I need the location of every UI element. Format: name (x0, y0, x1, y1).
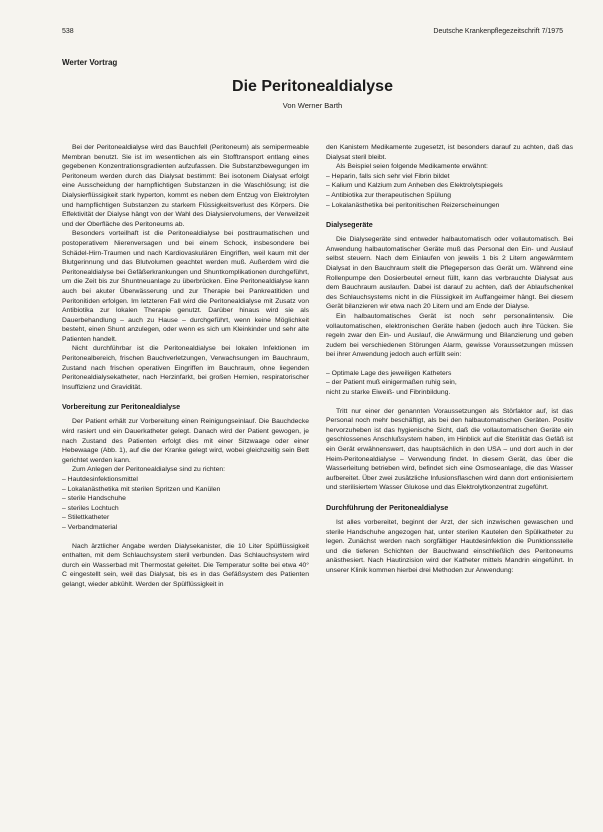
section-heading: Vorbereitung zur Peritonealdialyse (62, 402, 181, 412)
paragraph: Zum Anlegen der Peritonealdialyse sind zu richten: (72, 466, 226, 474)
list-item: – Antibiotika zur therapeutischen Spülung (326, 191, 452, 199)
list-item: – steriles Lochtuch (62, 504, 119, 512)
paragraph: Ist alles vorbereitet, beginnt der Arzt, der sich inzwischen gewaschen und sterile Handschuhe angezogen hat, unter sterilen Kautelen den Spülkatheter zu legen. Zunächst werden nach sorgfältiger Hautdesinfektion die Punktionsstelle und die tieferen Schichten der Bauchwand einschließlich des Peritoneums anästhesiert. Nach Hautinzision wird der Katheter mittels Mandrin eingeführt. In unserer Klinik kommen hierbei drei Methoden zur Anwendung: (326, 519, 573, 574)
list-item: – Optimale Lage des jeweiligen Katheters (326, 369, 452, 377)
article-title: Die Peritonealdialyse (232, 78, 393, 95)
list-item: – Kalium und Kalzium zum Anheben des Elektrolytspiegels (326, 182, 503, 190)
list-item: – Lokalanästhetika bei peritonitischen Reizerscheinungen (326, 201, 500, 209)
list-item: – Stilettkatheter (62, 514, 110, 522)
paragraph: den Kanistern Medikamente zugesetzt, ist besonders darauf zu achten, daß das Dialysat steril bleibt. (326, 144, 573, 161)
running-header: Deutsche Krankenpflegezeitschrift 7/1975 (433, 28, 563, 35)
list-item: – Heparin, falls sich sehr viel Fibrin bildet (326, 172, 450, 180)
paragraph: Bei der Peritonealdialyse wird das Bauchfell (Peritoneum) als semipermeable Membran benutzt. Sie ist im wesentlichen als ein Stofftransport entlang eines gegebenen Konzentrationsgradienten aufzufassen. Die Substanzbewegungen im Peritoneum werden durch das Dialysat bestimmt: Bei isotonem Dialysat erfolgt eine Ausscheidung der harnpflichtigen Substanzen in die Waschlösung; ist die Dialysierflüssigkeit stark hyperton, kommt es neben dem Entzug von Elektrolyten und harnpflichtigen Substanzen zu starkem Flüssigkeitsverlust des Körpers. Die Effektivität der Dialyse hängt von der Wahl des Dialysiervolumens, der Verweilzeit und der Oberfläche des Peritoneums ab. (62, 144, 309, 228)
paragraph: Nach ärztlicher Angabe werden Dialysekanister, die 10 Liter Spülflüssigkeit enthalten, mit dem Schlauchsystem steril verbunden. Das Schlauchsystem wird durch ein Wasserbad mit Thermostat geleitet. Die Temperatur sollte bei etwa 40° C eingestellt sein, weil das Dialysat, bis es in das Gefäßsystem des Patienten gelangt, wieder abkühlt. Werden der Spülflüssigkeit in (62, 542, 309, 588)
list-item: – Verbandmaterial (62, 523, 118, 531)
section-heading: Dialysegeräte (326, 220, 373, 230)
paragraph: Tritt nur einer der genannten Voraussetzungen als Störfaktor auf, ist das Personal noch mehr beschäftigt, als bei den halbautomatischen Geräten. Positiv hervorzuheben ist das hygienische Sicht, daß die vollautomatischen Geräte ein geschlossenes Anschlußsystem haben, im Hinblick auf die Sterilität das Gefäß ist ein Gerät erwähnenswert, das hauptsächlich in den USA – und dort auch in der Heim-Peritonealdialyse – Verwendung findet. In diesem Gerät, das über die Wasserleitung betrieben wird, befindet sich eine Osmoseanlage, die das Wasser aufbereitet. Über zwei zusätzliche Infusionsflaschen wird dann dort entionisiertem und sterilisiertem Wasser Glukose und das Elektrolytkonzentrat zugeführt. (326, 407, 573, 492)
list-item: – der Patient muß einigermaßen ruhig sein, (326, 379, 457, 387)
equipment-list (62, 475, 309, 533)
paragraph: Der Patient erhält zur Vorbereitung einen Reinigungseinlauf. Die Bauchdecke wird rasiert und ein Dauerkatheter gelegt. Danach wird der Patient gewogen, je nach Zustand des Patienten erfolgt dies mit einer Sitzwaage oder einer Hebewaage (Abb. 1), auf die der Kranke gelegt wird, wobei gleichzeitig sein Bett gerichtet werden kann. (62, 418, 309, 464)
paragraph: Ein halbautomatisches Gerät ist noch sehr personalintensiv. Die vollautomatischen, elektronischen Geräte haben (jedoch auch ihre Tücken. Sie regeln zwar den Ein- und Auslauf, die Anwärmung und Bilanzierung und geben zudem bei verschiedenen Störungen Alarm, gewisse Voraussetzungen müssen bei ihrer Anwendung jedoch auch erfüllt sein: (326, 312, 573, 359)
list-item: – Hautdesinfektionsmittel (62, 476, 138, 483)
right-column (326, 143, 573, 576)
paragraph: Als Beispiel seien folgende Medikamente erwähnt: (336, 163, 488, 171)
left-column (62, 143, 309, 590)
medication-list (326, 172, 573, 210)
list-item: – Lokalanästhetika mit sterilen Spritzen und Kanülen (62, 485, 221, 493)
paragraph: Die Dialysegeräte sind entweder halbautomatisch oder vollautomatisch. Bei Anwendung halbautomatischer Geräte muß das Personal den Ein- und Auslauf selbst steuern. Nach dem Einlaufen von jeweils 1 bis 2 Litern angewärmtem Dialysat in den Bauchraum stellt die Pflegeperson das Gerät um. Während eine Rollenpumpe den Dosierbeutel erneut füllt, kann das verbrauchte Dialysat aus dem Bauchraum auslaufen. Dabei ist darauf zu achten, daß der Ablaufschenkel des Schlauchsystems nicht in die Flüssigkeit im Auffangeimer hängt. Bei diesem Gerät bilanzieren wir etwa nach 20 Litern und am Ende der Dialyse. (326, 236, 573, 311)
section-kicker: Werter Vortrag (62, 58, 118, 67)
paragraph: Besonders vorteilhaft ist die Peritonealdialyse bei posttraumatischen und postoperativem Nierenversagen und bei einem Schock, insbesondere bei Schädel-Hirn-Traumen und nach Kardiovaskulären Eingriffen, weil kaum mit der Blutgerinnung und das Blutvolumen geachtet werden muß. Außerdem wird die Peritonealdialyse bei Gefäßerkrankungen und Shuntkomplikationen durchgeführt, um die Zeit bis zur Shuntneuanlage zu überbrücken. Eine Peritonealdialyse kann auch bei akuter Überwässerung und zur Therapie bei Pankreatitiden und Peritonitiden erfolgen. Im letzteren Fall wird die Peritonealdialyse mit Zusatz von Antibiotika zur lokalen Therapie genutzt. Darüber hinaus wird sie als Dauerbehandlung – auch zu Hause – durchgeführt, wenn keine Möglichkeit besteht, einen Shunt anzulegen, oder wenn es sich um Kleinkinder und sehr alte Patienten handelt. (62, 230, 309, 343)
paragraph: Nicht durchführbar ist die Peritonealdialyse bei lokalen Infektionen im Peritonealbereich, frischen Bauchverletzungen, Verwachsungen im Bauchraum, Zustand nach frischen operativen Eingriffen im Bauchraum, ohne liegenden Peritonealdialysekatheter, nach Herzinfarkt, bei großen Hernien, respiratorischer Insuffizienz und Gravidität. (62, 345, 309, 391)
page-number: 538 (62, 28, 74, 35)
list-item: nicht zu starke Eiweiß- und Fibrinbildung. (326, 389, 451, 397)
article-author: Von Werner Barth (282, 101, 343, 110)
requirements-list (326, 369, 573, 398)
list-item: – sterile Handschuhe (62, 495, 126, 503)
section-heading: Durchführung der Peritonealdialyse (326, 503, 449, 512)
